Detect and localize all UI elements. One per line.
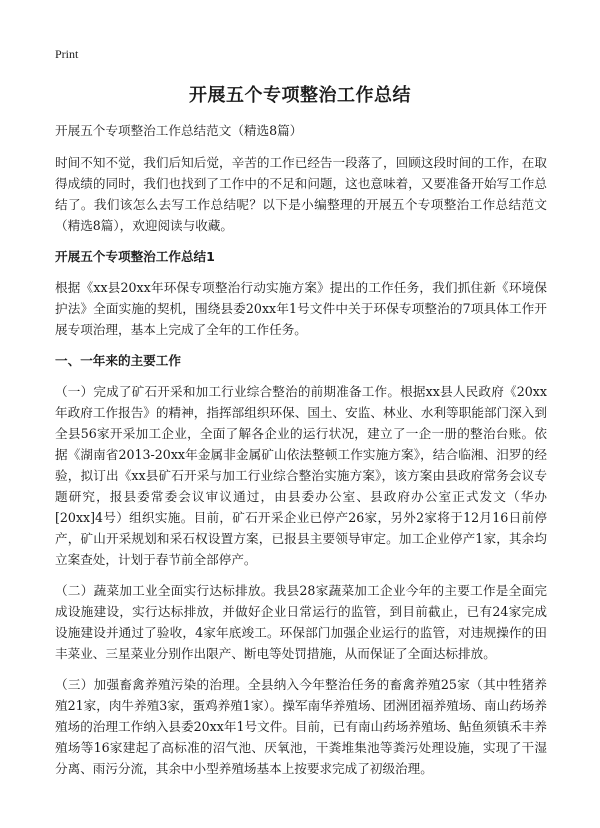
item-paragraph-3: （三）加强畜禽养殖污染的治理。全县纳入今年整治任务的畜禽养殖25家（其中牲猪养殖21家，肉牛养殖3家，蛋鸡养殖1家）。操军南华养殖场、团洲团福养殖场、南山药场养殖场的治理工作纳入县委20xx年1号文件。目前，已有南山药场养殖场、鲇鱼须镇禾丰养殖场等16家建起了高标准的沼气池、厌氧池，干粪堆集池等粪污处理设施，实现了干湿分离、雨污分流，其余中小型养殖场基本上按要求完成了初级治理。 — [55, 677, 547, 776]
intro-paragraph: 时间不知不觉，我们后知后觉，辛苦的工作已经告一段落了，回顾这段时间的工作，在取得成绩的同时，我们也找到了工作中的不足和问题，这也意味着，又要准备开始写工作总结了。我们该怎么去写工作总结呢？以下是小编整理的开展五个专项整治工作总结范文（精选8篇），欢迎阅读与收藏。 — [55, 155, 547, 233]
document-subtitle: 开展五个专项整治工作总结范文（精选8篇） — [55, 123, 303, 138]
print-link[interactable]: Print — [55, 47, 79, 61]
part-heading: 一、一年来的主要工作 — [55, 353, 181, 368]
section-intro-paragraph: 根据《xx县20xx年环保专项整治行动实施方案》提出的工作任务，我们抓住新《环境保护法》全面实施的契机，围绕县委20xx年1号文件中关于环保专项整治的7项具体工作开展专项治理，基本上完成了全年的工作任务。 — [55, 280, 547, 337]
document-body — [55, 120, 547, 789]
item-paragraph-1: （一）完成了矿石开采和加工行业综合整治的前期准备工作。根据xx县人民政府《20xx年政府工作报告》的精神，指挥部组织环保、国土、安监、林业、水利等职能部门深入到全县56家开采加工企业，全面了解各企业的运行状况，建立了一企一册的整治台账。依据《湖南省2013-20xx年金属非金属矿山依法整顿工作实施方案》，结合临湘、汨罗的经验，拟订出《xx县矿石开采与加工行业综合整治实施方案》，该方案由县政府常务会议专题研究，报县委常委会议审议通过，由县委办公室、县政府办公室正式发文（华办[20xx]4号）组织实施。目前，矿石开采企业已停产26家，另外2家将于12月16日前停产，矿山开采规划和采石权设置方案，已报县主要领导审定。加工企业停产1家，其余均立案查处，计划于春节前全部停产。 — [55, 384, 547, 567]
page-title: 开展五个专项整治工作总结 — [189, 85, 411, 106]
section-heading: 开展五个专项整治工作总结1 — [55, 249, 215, 264]
item-paragraph-2: （二）蔬菜加工业全面实行达标排放。我县28家蔬菜加工企业今年的主要工作是全面完成设施建设，实行达标排放，并做好企业日常运行的监管，到目前截止，已有24家完成设施建设并通过了验收，4家年底竣工。环保部门加强企业运行的监管，对违规操作的田丰菜业、三星菜业分别作出限产、断电等处罚措施，从而保证了全面达标排放。 — [55, 583, 547, 661]
